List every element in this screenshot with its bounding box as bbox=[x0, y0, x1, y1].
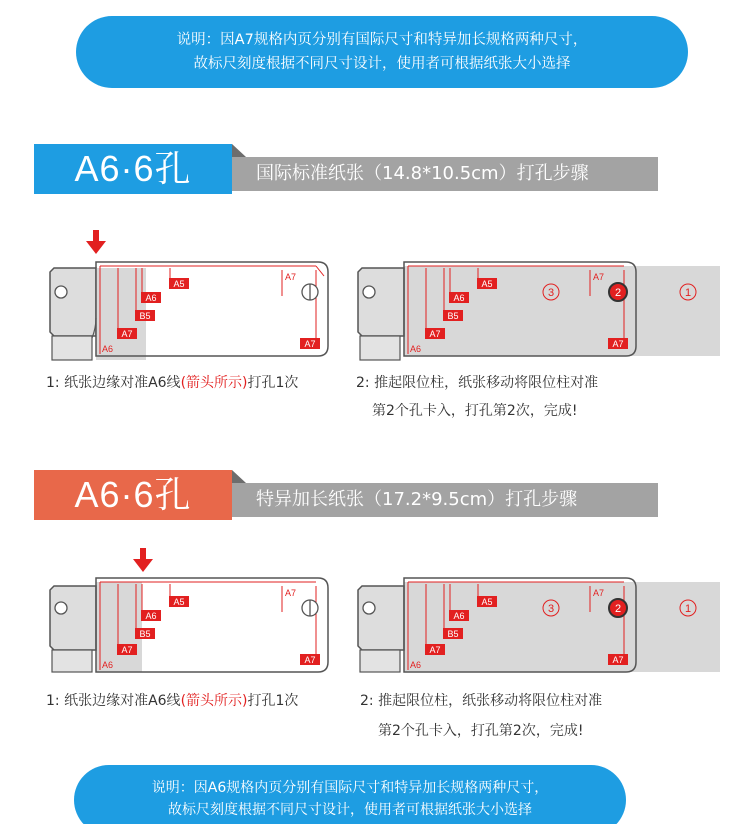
step2-line1: 2: 推起限位柱，纸张移动将限位柱对准 bbox=[356, 375, 599, 391]
label-a6: A6 bbox=[145, 611, 157, 621]
label-a6-bottom: A6 bbox=[410, 660, 422, 670]
section2-banner-fold bbox=[232, 470, 246, 483]
label-b5: B5 bbox=[139, 629, 151, 639]
label-a7-right: A7 bbox=[304, 655, 316, 665]
section2-step1-diagram bbox=[46, 546, 336, 676]
section1-step2-caption bbox=[356, 372, 598, 394]
down-arrow-icon bbox=[133, 548, 153, 572]
section1-banner-fold bbox=[232, 144, 246, 157]
section2-step2-caption bbox=[360, 690, 602, 712]
label-a7-top: A7 bbox=[285, 588, 297, 598]
label-a6-bottom: A6 bbox=[410, 344, 422, 354]
label-a7: A7 bbox=[121, 329, 133, 339]
label-a5: A5 bbox=[481, 279, 493, 289]
bottom-note-line1: 说明：因A6规格内页分别有国际尺寸和特异加长规格两种尺寸， bbox=[151, 780, 549, 796]
label-a7-right: A7 bbox=[304, 339, 316, 349]
label-a7-right: A7 bbox=[612, 339, 624, 349]
section1-banner bbox=[34, 144, 658, 194]
hole-2-icon bbox=[609, 283, 627, 301]
svg-text:1: 1 bbox=[684, 287, 692, 299]
section1-step2-diagram bbox=[354, 256, 724, 364]
step1-highlight: (箭头所示) bbox=[180, 693, 248, 709]
section1-title: 国际标准纸张（14.8*10.5cm）打孔步骤 bbox=[232, 157, 658, 191]
step2-line1: 2: 推起限位柱，纸张移动将限位柱对准 bbox=[360, 693, 603, 709]
section1-step1-diagram bbox=[46, 228, 336, 364]
label-a7-top: A7 bbox=[285, 272, 297, 282]
step1-suffix: 打孔1次 bbox=[247, 693, 299, 709]
top-note-line1: 说明：因A7规格内页分别有国际尺寸和特异加长规格两种尺寸， bbox=[176, 32, 588, 48]
section1-step2-caption-line2 bbox=[372, 400, 577, 422]
step1-highlight: (箭头所示) bbox=[180, 375, 248, 391]
section2-title: 特异加长纸张（17.2*9.5cm）打孔步骤 bbox=[232, 483, 658, 517]
step1-suffix: 打孔1次 bbox=[247, 375, 299, 391]
top-note-line2: 故标尺刻度根据不同尺寸设计，使用者可根据纸张大小选择 bbox=[193, 56, 571, 72]
svg-text:3: 3 bbox=[547, 603, 555, 615]
bottom-note bbox=[74, 765, 626, 824]
step1-text: 1: 纸张边缘对准A6线 bbox=[46, 693, 181, 709]
section1-step1-caption bbox=[46, 372, 298, 394]
svg-text:2: 2 bbox=[614, 287, 622, 299]
svg-text:2: 2 bbox=[614, 603, 622, 615]
svg-text:1: 1 bbox=[684, 603, 692, 615]
section2-step2-diagram bbox=[354, 574, 724, 676]
section2-step1-caption bbox=[46, 690, 298, 712]
step2-line2: 第2个孔卡入，打孔第2次，完成! bbox=[372, 403, 578, 419]
section2-step2-caption-line2 bbox=[378, 720, 583, 742]
label-b5: B5 bbox=[447, 311, 459, 321]
label-a5: A5 bbox=[173, 279, 185, 289]
label-a6: A6 bbox=[145, 293, 157, 303]
bottom-note-line2: 故标尺刻度根据不同尺寸设计，使用者可根据纸张大小选择 bbox=[168, 802, 532, 818]
label-a6-bottom: A6 bbox=[102, 344, 114, 354]
label-a7: A7 bbox=[429, 645, 441, 655]
label-a7: A7 bbox=[429, 329, 441, 339]
down-arrow-icon bbox=[86, 230, 106, 254]
section1-badge: A6·6孔 bbox=[34, 144, 232, 194]
label-a6: A6 bbox=[453, 293, 465, 303]
label-a6-bottom: A6 bbox=[102, 660, 114, 670]
step2-line2: 第2个孔卡入，打孔第2次，完成! bbox=[378, 723, 584, 739]
top-note bbox=[76, 16, 688, 88]
svg-text:3: 3 bbox=[547, 287, 555, 299]
section2-banner bbox=[34, 470, 658, 520]
label-a5: A5 bbox=[481, 597, 493, 607]
label-a7-top: A7 bbox=[593, 272, 605, 282]
section2-badge: A6·6孔 bbox=[34, 470, 232, 520]
label-a7-right: A7 bbox=[612, 655, 624, 665]
label-b5: B5 bbox=[447, 629, 459, 639]
step1-text: 1: 纸张边缘对准A6线 bbox=[46, 375, 181, 391]
hole-2-icon bbox=[609, 599, 627, 617]
label-a5: A5 bbox=[173, 597, 185, 607]
label-a6: A6 bbox=[453, 611, 465, 621]
label-a7: A7 bbox=[121, 645, 133, 655]
label-b5: B5 bbox=[139, 311, 151, 321]
label-a7-top: A7 bbox=[593, 588, 605, 598]
